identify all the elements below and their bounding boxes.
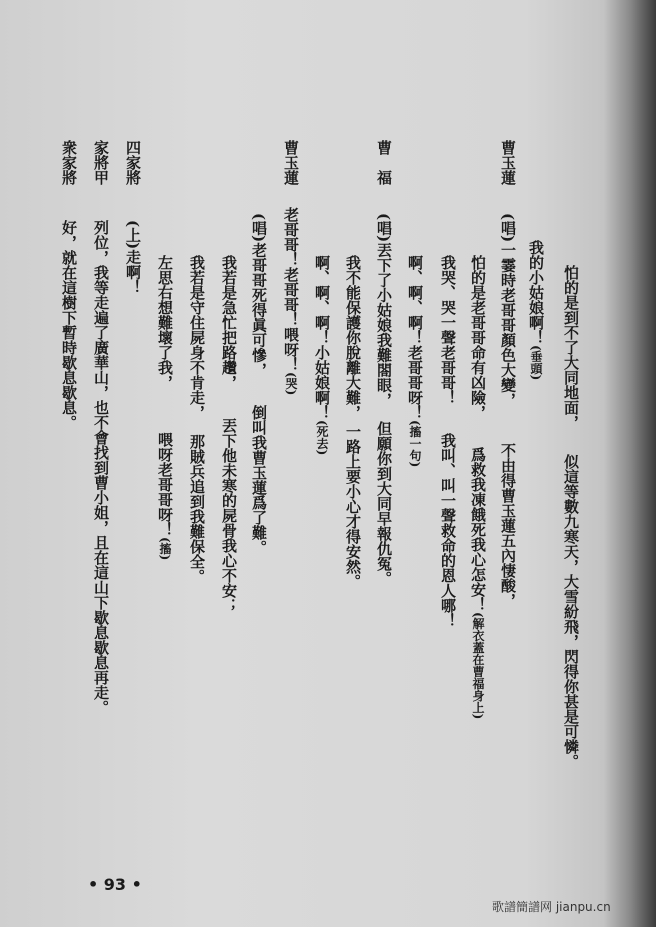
text-column (156, 255, 174, 560)
text-column (527, 240, 545, 380)
line-part: 我若是守住屍身不肯走， (188, 255, 206, 420)
text-column (282, 207, 300, 395)
text-column (220, 255, 238, 613)
speaker-name: 四家將 (124, 140, 142, 185)
text-column (250, 213, 268, 555)
page-number: • 93 • (88, 875, 142, 894)
speaker-name: 曹玉蓮 (499, 140, 517, 185)
stage-direction: (搐一句) (408, 420, 422, 468)
line-part: 喂呀老哥哥呀！ (156, 432, 174, 537)
line-part: 怕的是老哥哥命有凶險， (469, 255, 487, 420)
line-part: 啊、啊、啊！小姑娘啊！ (313, 255, 331, 420)
line-part: 老哥哥！老哥哥！喂呀！ (282, 207, 300, 372)
line-part: 倒叫我曹玉蓮爲了難。 (250, 405, 268, 556)
line-part: (唱)老哥哥死得眞可慘， (250, 213, 268, 378)
speaker-name: 曹玉蓮 (282, 140, 300, 185)
line-part: 我不能保護你脫離大難， (344, 255, 362, 420)
line-part: 啊、啊、啊！老哥哥呀！ (406, 255, 424, 420)
speaker-name: 家將甲 (92, 140, 110, 185)
line-part: 那賊兵追到我難保全。 (188, 434, 206, 584)
text-column (469, 255, 487, 719)
stage-direction: (搐) (158, 537, 172, 561)
stage-direction: (死去) (315, 420, 329, 456)
line-part: (唱)一霎時老哥哥顏色大變， (499, 213, 517, 408)
text-column (92, 220, 110, 715)
text-column (124, 220, 142, 294)
line-part: 怕的是到不了大同地面， (562, 265, 580, 430)
line-part: 列位，我等走遍了廣華山，也不會找到曹小姐，且在這山下歇息歇息再走。 (92, 220, 110, 715)
line-part: 我的小姑娘啊！ (527, 240, 545, 345)
text-column (406, 255, 424, 467)
line-part: 好，就在這樹下暫時歇息歇息。 (60, 220, 78, 430)
line-part: 但願你到大同早報仇冤。 (375, 421, 393, 587)
line-part: (上)走啊！ (124, 220, 142, 295)
stage-direction: (哭) (284, 372, 298, 396)
stage-direction: (解衣蓋在曹福身上) (471, 612, 485, 720)
line-part: 爲救我凍餓死我心怎安！ (469, 447, 487, 612)
line-part: 不由得曹玉蓮五內悽酸， (499, 443, 517, 609)
text-column (375, 213, 393, 586)
text-column (313, 255, 331, 455)
speaker-name: 曹 福 (375, 140, 393, 185)
text-column (60, 220, 78, 430)
line-part: 我哭、哭一聲老哥哥！ (439, 255, 457, 405)
text-column (499, 213, 517, 608)
line-part: 似這等數九寒天，大雪紛飛，閃得你甚是可憐。 (562, 454, 580, 769)
line-part: 我若是急忙把路趲， (220, 255, 238, 390)
text-column (439, 255, 457, 628)
line-part: 左思右想難壞了我， (156, 255, 174, 390)
text-column (188, 255, 206, 584)
line-part: 丟下他未寒的屍骨我心不安； (220, 418, 238, 613)
stage-direction: (垂頭) (529, 345, 543, 381)
line-part: 我叫、叫一聲救命的恩人哪！ (439, 433, 457, 628)
line-part: (唱)丟下了小姑娘我難閤眼， (375, 213, 393, 408)
speaker-name: 衆家將 (60, 140, 78, 185)
text-column (562, 265, 580, 769)
text-column (344, 255, 362, 589)
line-part: 一路上要小心才得安然。 (344, 424, 362, 589)
watermark: 歌譜簡譜网 jianpu.cn (492, 900, 611, 914)
